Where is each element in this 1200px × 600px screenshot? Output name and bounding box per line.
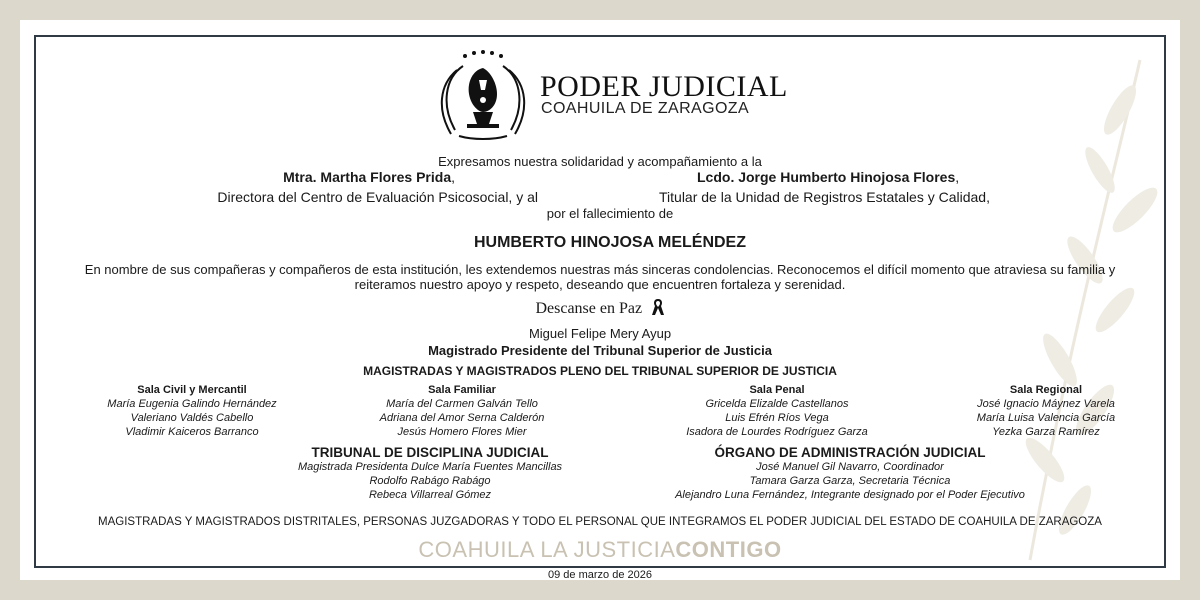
sala-member: María del Carmen Galván Tello — [386, 398, 538, 410]
rip-text: Descanse en Paz — [535, 300, 643, 317]
organization-name: PODER JUDICIAL — [540, 70, 788, 103]
rip-line — [0, 298, 1200, 318]
condolence-line2: reiteramos nuestro apoyo y respeto, deseando que encuentren fortaleza y serenidad. — [354, 277, 846, 292]
member: Alejandro Luna Fernández, Integrante designado por el Poder Ejecutivo — [675, 489, 1025, 501]
sala-regional — [946, 383, 1146, 439]
closing-text: MAGISTRADAS Y MAGISTRADOS DISTRITALES, PERSONAS JUZGADORAS Y TODO EL PERSONAL QUE INTEGRAMOS EL PODER JUDICIAL DEL ESTADO DE COAHUILA DE ZARAGOZA — [98, 516, 1102, 528]
sala-familiar — [362, 383, 562, 439]
sala-civil-mercantil — [92, 383, 292, 439]
recipient2-name: Lcdo. Jorge Humberto Hinojosa Flores — [697, 169, 956, 185]
recipient1-line — [0, 169, 455, 185]
sala-member: María Eugenia Galindo Hernández — [107, 398, 277, 410]
recipient2-line — [697, 169, 959, 185]
member: Magistrada Presidenta Dulce María Fuentes Mancillas — [297, 461, 563, 473]
intro-text: Expresamos nuestra solidaridad y acompañamiento a la — [438, 154, 762, 169]
pleno-title: MAGISTRADAS Y MAGISTRADOS PLENO DEL TRIBUNAL SUPERIOR DE JUSTICIA — [363, 364, 837, 378]
reason-text: por el fallecimiento de — [546, 206, 674, 221]
sala-member: Jesús Homero Flores Mier — [397, 426, 527, 438]
sala-heading: Sala Civil y Mercantil — [137, 384, 247, 396]
sala-member: Gricelda Elizalde Castellanos — [705, 398, 849, 410]
sala-member: José Ignacio Máynez Varela — [977, 398, 1115, 410]
sala-member: Luis Efrén Ríos Vega — [725, 412, 829, 424]
sala-member: Adriana del Amor Serna Calderón — [379, 412, 545, 424]
recipient2-role: Titular de la Unidad de Registros Estatales y Calidad, — [659, 189, 990, 205]
sala-member: Valeriano Valdés Cabello — [130, 412, 254, 424]
member: José Manuel Gil Navarro, Coordinador — [756, 461, 944, 473]
member: Rodolfo Rabágo Rabágo — [369, 475, 491, 487]
sala-member: Yezka Garza Ramírez — [992, 426, 1100, 438]
president-name: Miguel Felipe Mery Ayup — [528, 326, 672, 341]
section-heading: ÓRGANO DE ADMINISTRACIÓN JUDICIAL — [714, 445, 986, 460]
sala-member: Vladimir Kaiceros Barranco — [125, 426, 259, 438]
sala-penal — [677, 383, 877, 439]
member: Rebeca Villarreal Gómez — [368, 489, 492, 501]
recipient1-role: Directora del Centro de Evaluación Psicosocial, y al — [217, 189, 538, 205]
section-heading: TRIBUNAL DE DISCIPLINA JUDICIAL — [311, 445, 549, 460]
organization-state: COAHUILA DE ZARAGOZA — [541, 100, 750, 117]
slogan-part1: COAHUILA — [418, 537, 534, 562]
mourning-ribbon-icon — [651, 298, 665, 316]
sala-heading: Sala Familiar — [428, 384, 496, 396]
organo-administracion — [610, 446, 1090, 502]
slogan-part2: LA JUSTICIA — [540, 537, 676, 562]
sala-heading: Sala Penal — [749, 384, 805, 396]
sala-member: María Luisa Valencia García — [976, 412, 1116, 424]
sala-member: Isadora de Lourdes Rodríguez Garza — [686, 426, 868, 438]
date: 09 de marzo de 2026 — [548, 569, 652, 581]
deceased-name: HUMBERTO HINOJOSA MELÉNDEZ — [473, 234, 746, 251]
slogan-part3: CONTIGO — [675, 537, 782, 562]
condolence-line1: En nombre de sus compañeras y compañeros de esta institución, les extendemos nuestras más sinceras condolencias. Reconocemos el difícil momento que atraviesa su familia y — [84, 262, 1116, 277]
president-title: Magistrado Presidente del Tribunal Superior de Justicia — [428, 343, 772, 358]
recipient1-name: Mtra. Martha Flores Prida — [283, 169, 452, 185]
slogan — [0, 537, 1200, 563]
member: Tamara Garza Garza, Secretaria Técnica — [749, 475, 951, 487]
sala-heading: Sala Regional — [1009, 384, 1083, 396]
recipient1-comma: , — [451, 169, 455, 185]
recipient2-comma: , — [955, 169, 960, 185]
coat-of-arms-seal-icon — [433, 50, 533, 142]
tribunal-disciplina — [260, 446, 600, 502]
